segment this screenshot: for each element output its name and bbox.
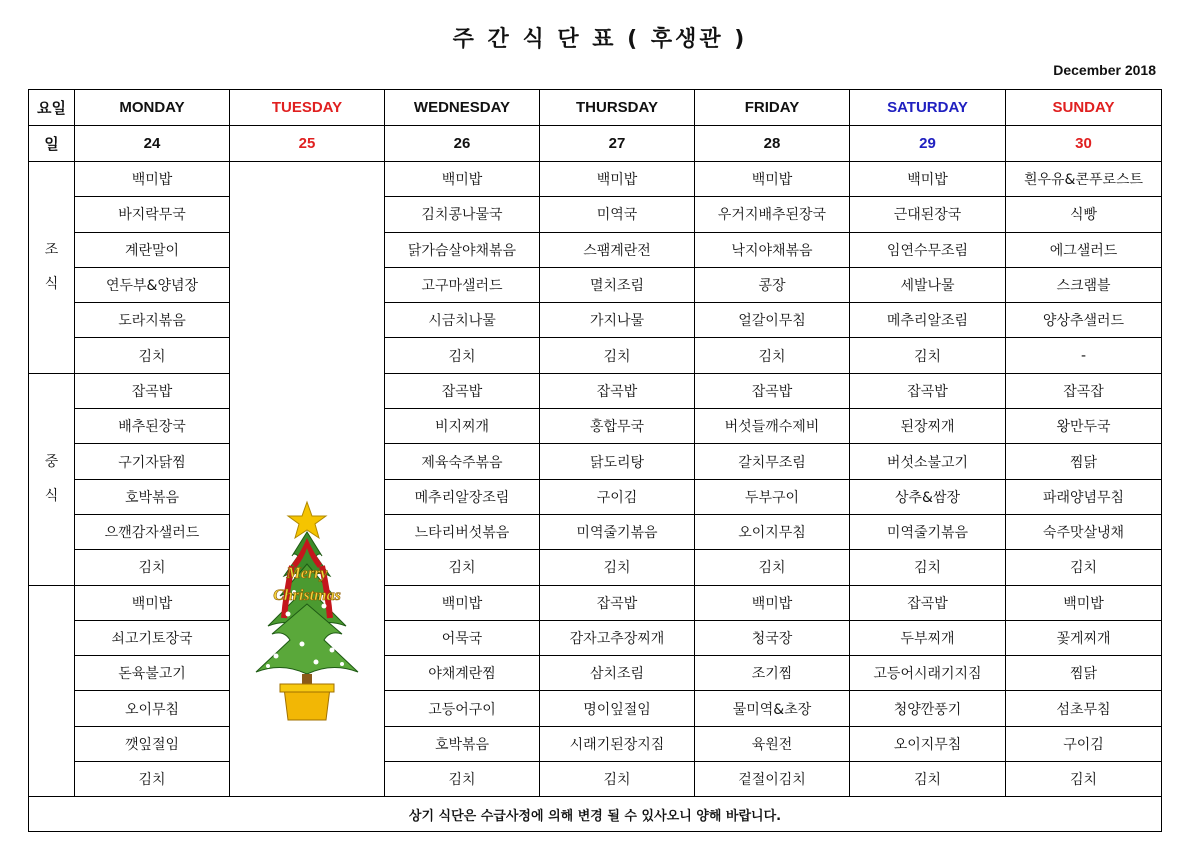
- menu-item: 명이잎절임: [540, 691, 695, 726]
- menu-item: 김치: [850, 762, 1006, 797]
- weekly-menu-table: [28, 89, 1162, 832]
- menu-item: -: [1006, 338, 1162, 373]
- date-monday: 24: [75, 126, 230, 162]
- menu-item: 시래기된장지짐: [540, 726, 695, 761]
- menu-item: 꽃게찌개: [1006, 620, 1162, 655]
- menu-item: 김치: [385, 550, 540, 585]
- menu-item: 찜닭: [1006, 444, 1162, 479]
- menu-item: 된장찌개: [850, 409, 1006, 444]
- menu-item: 조기찜: [695, 656, 850, 691]
- menu-item: 물미역&초장: [695, 691, 850, 726]
- menu-item: 백미밥: [540, 162, 695, 197]
- menu-item: 닭가슴살야채볶음: [385, 232, 540, 267]
- menu-item: 야채계란찜: [385, 656, 540, 691]
- menu-item: 김치: [385, 762, 540, 797]
- meal-label-top: [29, 657, 74, 691]
- menu-item: 깻잎절임: [75, 726, 230, 761]
- day-thursday: THURSDAY: [540, 90, 695, 126]
- menu-item: 구이김: [540, 479, 695, 514]
- day-friday: FRIDAY: [695, 90, 850, 126]
- date-friday: 28: [695, 126, 850, 162]
- menu-item: 고등어시래기지짐: [850, 656, 1006, 691]
- menu-item: 미역국: [540, 197, 695, 232]
- menu-row: [29, 550, 1162, 585]
- menu-item: 백미밥: [75, 162, 230, 197]
- menu-item: 육원전: [695, 726, 850, 761]
- menu-row: [29, 373, 1162, 408]
- menu-item: 백미밥: [75, 585, 230, 620]
- menu-item: 청국장: [695, 620, 850, 655]
- menu-item: 잡곡밥: [75, 373, 230, 408]
- menu-item: 잡곡밥: [850, 585, 1006, 620]
- menu-row: [29, 197, 1162, 232]
- menu-item: 흰우유&콘푸로스트: [1006, 162, 1162, 197]
- menu-item: 김치: [850, 338, 1006, 373]
- menu-item: 삼치조림: [540, 656, 695, 691]
- menu-row: [29, 444, 1162, 479]
- menu-row: [29, 691, 1162, 726]
- menu-item: 상추&쌈장: [850, 479, 1006, 514]
- date-thursday: 27: [540, 126, 695, 162]
- menu-item: 배추된장국: [75, 409, 230, 444]
- menu-item: 김치: [540, 762, 695, 797]
- menu-row: [29, 267, 1162, 302]
- menu-row: [29, 620, 1162, 655]
- menu-item: 버섯들깨수제비: [695, 409, 850, 444]
- menu-row: [29, 514, 1162, 549]
- menu-row: [29, 656, 1162, 691]
- menu-item: 갈치무조림: [695, 444, 850, 479]
- menu-item: 구이김: [1006, 726, 1162, 761]
- menu-row: [29, 585, 1162, 620]
- menu-item: 돈육불고기: [75, 656, 230, 691]
- date-wednesday: 26: [385, 126, 540, 162]
- menu-item: 으깬감자샐러드: [75, 514, 230, 549]
- menu-item: 근대된장국: [850, 197, 1006, 232]
- meal-label-top: 조: [44, 242, 59, 259]
- meal-label-top: 중: [44, 454, 59, 471]
- menu-item: 백미밥: [385, 162, 540, 197]
- menu-item: 우거지배추된장국: [695, 197, 850, 232]
- menu-item: 느타리버섯볶음: [385, 514, 540, 549]
- menu-item: 김치: [540, 550, 695, 585]
- menu-item: 김치: [75, 762, 230, 797]
- menu-item: 미역줄기볶음: [540, 514, 695, 549]
- day-tuesday: TUESDAY: [230, 90, 385, 126]
- menu-item: 멸치조림: [540, 267, 695, 302]
- date-saturday: 29: [850, 126, 1006, 162]
- menu-item: 메추리알장조림: [385, 479, 540, 514]
- menu-item: 숙주맛살냉채: [1006, 514, 1162, 549]
- menu-item: 낙지야채볶음: [695, 232, 850, 267]
- date-tuesday: 25: [230, 126, 385, 162]
- menu-item: 두부구이: [695, 479, 850, 514]
- tree-text-merry: Merry: [286, 565, 328, 583]
- menu-item: 잡곡밥: [385, 373, 540, 408]
- menu-item: 쇠고기토장국: [75, 620, 230, 655]
- menu-item: 백미밥: [695, 585, 850, 620]
- menu-item: 호박볶음: [75, 479, 230, 514]
- day-monday: MONDAY: [75, 90, 230, 126]
- menu-item: 감자고추장찌개: [540, 620, 695, 655]
- meal-label-bottom: 식: [44, 488, 59, 505]
- menu-item: 고구마샐러드: [385, 267, 540, 302]
- menu-item: 비지찌개: [385, 409, 540, 444]
- menu-item: 찜닭: [1006, 656, 1162, 691]
- meal-label: [29, 585, 75, 797]
- day-header-row: [29, 90, 1162, 126]
- menu-item: 김치: [540, 338, 695, 373]
- menu-item: 얼갈이무침: [695, 303, 850, 338]
- menu-item: 시금치나물: [385, 303, 540, 338]
- menu-item: 두부찌개: [850, 620, 1006, 655]
- menu-item: 가지나물: [540, 303, 695, 338]
- menu-item: 김치: [385, 338, 540, 373]
- menu-item: 스팸계란전: [540, 232, 695, 267]
- date-sunday: 30: [1006, 126, 1162, 162]
- menu-item: 김치: [850, 550, 1006, 585]
- menu-item: 백미밥: [850, 162, 1006, 197]
- day-saturday: SATURDAY: [850, 90, 1006, 126]
- menu-item: 파래양념무침: [1006, 479, 1162, 514]
- meal-label-bottom: 식: [44, 276, 59, 293]
- menu-item: 오이무침: [75, 691, 230, 726]
- menu-item: 섬초무침: [1006, 691, 1162, 726]
- menu-item: 콩장: [695, 267, 850, 302]
- menu-item: 어묵국: [385, 620, 540, 655]
- menu-item: 양상추샐러드: [1006, 303, 1162, 338]
- menu-item: 임연수무조림: [850, 232, 1006, 267]
- day-sunday: SUNDAY: [1006, 90, 1162, 126]
- menu-row: [29, 162, 1162, 197]
- menu-item: 김치: [75, 550, 230, 585]
- menu-item: 계란말이: [75, 232, 230, 267]
- menu-item: 김치: [695, 338, 850, 373]
- menu-row: [29, 303, 1162, 338]
- menu-item: 김치: [1006, 762, 1162, 797]
- menu-row: [29, 726, 1162, 761]
- day-wednesday: WEDNESDAY: [385, 90, 540, 126]
- day-label: 요일: [29, 90, 75, 126]
- menu-item: 오이지무침: [695, 514, 850, 549]
- menu-item: 닭도리탕: [540, 444, 695, 479]
- menu-row: [29, 762, 1162, 797]
- menu-item: 도라지볶음: [75, 303, 230, 338]
- menu-row: [29, 338, 1162, 373]
- menu-item: 백미밥: [695, 162, 850, 197]
- menu-item: 에그샐러드: [1006, 232, 1162, 267]
- meal-label-bottom: [29, 691, 74, 725]
- page-title: 주 간 식 단 표 ( 후생관 ): [452, 27, 748, 52]
- menu-item: 김치콩나물국: [385, 197, 540, 232]
- menu-date: December 2018: [1053, 62, 1156, 78]
- menu-item: 미역줄기볶음: [850, 514, 1006, 549]
- menu-item: 연두부&양념장: [75, 267, 230, 302]
- menu-item: 잡곡밥: [695, 373, 850, 408]
- menu-row: [29, 409, 1162, 444]
- menu-item: 잡곡잡: [1006, 373, 1162, 408]
- christmas-tree-graphic: [232, 494, 382, 734]
- christmas-tree-icon: [232, 494, 382, 734]
- menu-item: 잡곡밥: [540, 585, 695, 620]
- date-label: 일: [29, 126, 75, 162]
- meal-label: [29, 373, 75, 585]
- date-header-row: [29, 126, 1162, 162]
- menu-item: 바지락무국: [75, 197, 230, 232]
- meal-label: [29, 162, 75, 374]
- menu-item: 왕만두국: [1006, 409, 1162, 444]
- menu-row: [29, 232, 1162, 267]
- menu-item: 김치: [75, 338, 230, 373]
- menu-item: 겉절이김치: [695, 762, 850, 797]
- tuesday-holiday-cell: [230, 162, 385, 797]
- menu-item: 세발나물: [850, 267, 1006, 302]
- menu-item: 메추리알조림: [850, 303, 1006, 338]
- menu-item: 홍합무국: [540, 409, 695, 444]
- tree-text-christmas: Christmas: [273, 587, 341, 605]
- menu-item: 잡곡밥: [540, 373, 695, 408]
- menu-item: 김치: [695, 550, 850, 585]
- menu-item: 김치: [1006, 550, 1162, 585]
- footer-row: [29, 797, 1162, 832]
- menu-item: 오이지무침: [850, 726, 1006, 761]
- footer-note: 상기 식단은 수급사정에 의해 변경 될 수 있사오니 양해 바랍니다.: [29, 797, 1162, 832]
- menu-item: 잡곡밥: [850, 373, 1006, 408]
- menu-item: 버섯소불고기: [850, 444, 1006, 479]
- menu-item: 백미밥: [385, 585, 540, 620]
- menu-item: 스크램블: [1006, 267, 1162, 302]
- menu-item: 고등어구이: [385, 691, 540, 726]
- menu-item: 백미밥: [1006, 585, 1162, 620]
- menu-item: 구기자닭찜: [75, 444, 230, 479]
- menu-item: 청양깐풍기: [850, 691, 1006, 726]
- menu-item: 제육숙주볶음: [385, 444, 540, 479]
- menu-row: [29, 479, 1162, 514]
- menu-item: 식빵: [1006, 197, 1162, 232]
- menu-item: 호박볶음: [385, 726, 540, 761]
